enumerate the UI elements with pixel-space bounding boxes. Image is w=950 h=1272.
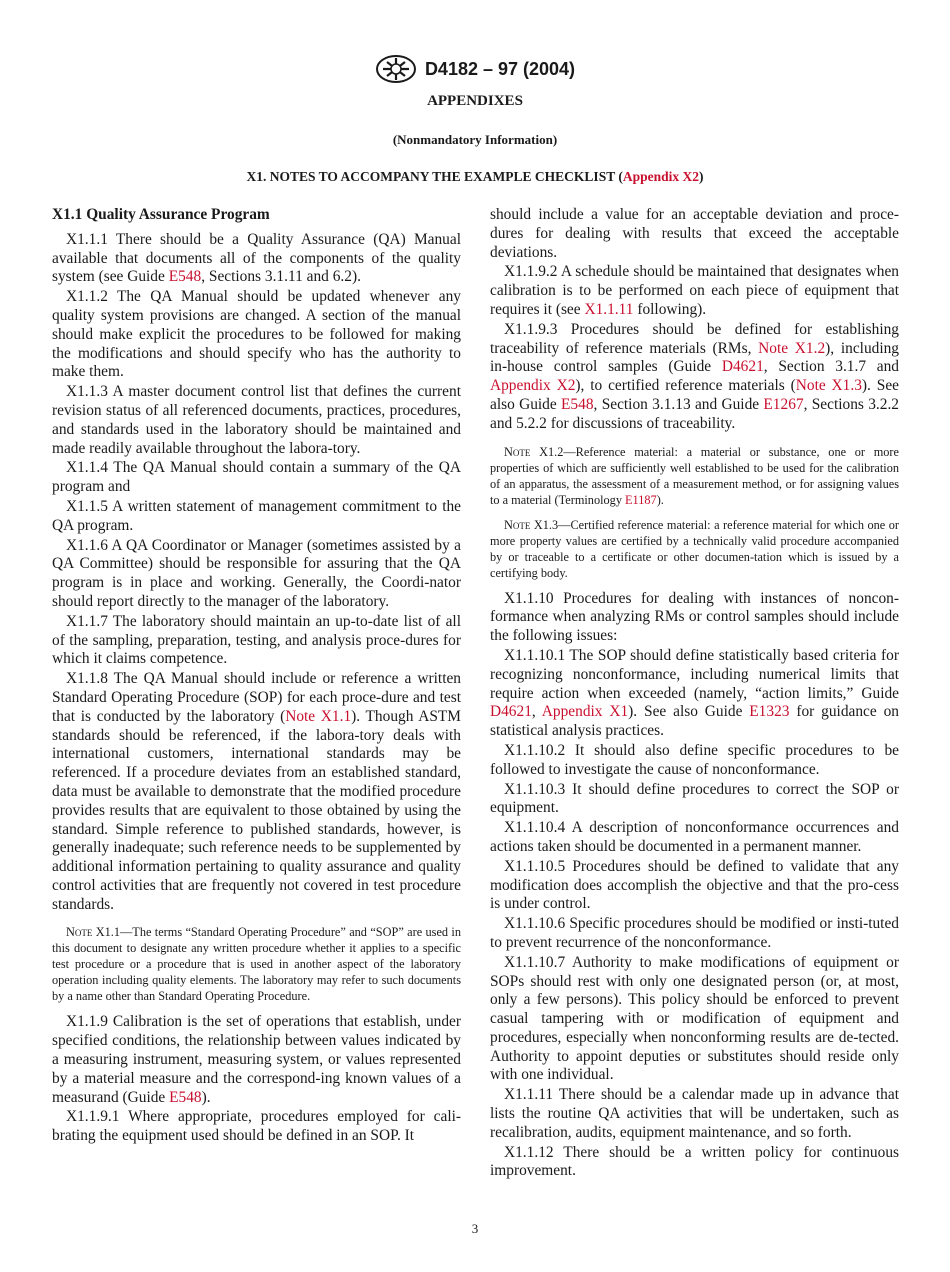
appendix-x2-link[interactable]: Appendix X2	[622, 169, 699, 184]
appendixes-title: APPENDIXES	[427, 93, 523, 109]
paragraph-x1-1-9-1: X1.1.9.1 Where appropriate, procedures employed for cali-brating the equipment used should be defined in an SOP. It	[52, 1108, 461, 1145]
paragraph-x1-1-9-2: X1.1.9.2 A schedule should be maintained that designates when calibration is to be performed on each piece of equipment that requires it (see X1.1.11 following).	[490, 263, 899, 318]
paragraph-x1-1-3: X1.1.3 A master document control list that defines the current revision status of all referenced documents, practices, procedures, and standards used in the laboratory should be maintained and made readily available throughout the labora-tory.	[52, 383, 461, 457]
note-x1-2: Note X1.2—Reference material: a material or substance, one or more properties of which are sufficiently well established to be used for the calibration of an apparatus, the assessment of a measurement method, or for assigning values to a material (Terminology E1187).	[490, 444, 899, 507]
paragraph-x1-1-5: X1.1.5 A written statement of management commitment to the QA program.	[52, 497, 461, 534]
e1323-link[interactable]: E1323	[749, 703, 790, 721]
e548-link[interactable]: E548	[168, 268, 202, 286]
paragraph-x1-1-6: X1.1.6 A QA Coordinator or Manager (sometimes assisted by a QA Committee) should be responsible for assuring that the QA program is in place and working. Generally, the Coordi-nator should report directly to the manager of the laboratory.	[52, 536, 461, 610]
x1-1-11-link[interactable]: X1.1.11	[584, 300, 634, 318]
appendix-x1-link[interactable]: Appendix X1	[541, 703, 629, 721]
e1267-link[interactable]: E1267	[763, 395, 804, 413]
page-header	[0, 54, 950, 84]
d4621-link[interactable]: D4621	[721, 358, 764, 376]
e1187-link[interactable]: E1187	[625, 492, 657, 507]
note-x1-1-link[interactable]: Note X1.1	[285, 707, 352, 725]
appendix-x2-link[interactable]: Appendix X2	[490, 377, 576, 395]
e548-link[interactable]: E548	[169, 1088, 202, 1106]
paragraph-x1-1-12: X1.1.12 There should be a written policy for continuous improvement.	[490, 1143, 899, 1180]
d4621-link[interactable]: D4621	[490, 703, 532, 721]
paragraph-x1-1-1: X1.1.1 There should be a Quality Assurance (QA) Manual available that documents all of the components of the quality system (see Guide E548, Sections 3.1.11 and 6.2).	[52, 230, 461, 286]
nonmandatory-label: (Nonmandatory Information)	[392, 132, 558, 147]
note-x1-3: Note X1.3—Certified reference material: a reference material for which one or more property values are certified by a technically valid procedure accompanied by or traceable to a certificate or other documen-tation which is issued by a certifying body.	[490, 517, 899, 580]
paragraph-x1-1-10-1: X1.1.10.1 The SOP should define statistically based criteria for recognizing nonconformance, including numerical limits that require action when exceeded (namely, “action limits,” Guide D4621, Appendix X1). See also Guide E1323 for guidance on statistical analysis practices.	[490, 646, 899, 740]
left-column	[52, 206, 461, 1147]
note-x1-1: Note X1.1—The terms “Standard Operating Procedure” and “SOP” are used in this document to designate any written procedure whether it applies to a specific test procedure or a procedure that is used in another aspect of the laboratory operation including quality elements. The laboratory may refer to such documents by a name other than Standard Operating Procedure.	[52, 925, 461, 1004]
paragraph-x1-1-10-4: X1.1.10.4 A description of nonconformance occurrences and actions taken should be documented in a permanent manner.	[490, 819, 899, 855]
paragraph-x1-1-10-6: X1.1.10.6 Specific procedures should be modified or insti-tuted to prevent recurrence of the nonconformance.	[490, 915, 899, 951]
page-number: 3	[471, 1221, 479, 1236]
paragraph-x1-1-10-7: X1.1.10.7 Authority to make modifications of equipment or SOPs should rest with only one designated person (or, at most, only a few persons). This policy should be enforced to prevent casual tampering with or modification of equipment and procedures, especially when nonconforming results are de-tected. Authority to appoint deputies or substitutes should reside only with one individual.	[490, 953, 899, 1084]
paragraph-x1-1-9-3: X1.1.9.3 Procedures should be defined for establishing traceability of reference materials (RMs, Note X1.2), including in-house control samples (Guide D4621, Section 3.1.7 and Appendix X2), to certified reference materials (Note X1.3). See also Guide E548, Section 3.1.13 and Guide E1267, Sections 3.2.2 and 5.2.2 for discussions of traceability.	[490, 320, 900, 432]
paragraph-x1-1-8: X1.1.8 The QA Manual should include or reference a written Standard Operating Procedure (SOP) for each proce-dure and test that is conducted by the laboratory (Note X1.1). Though ASTM standards should be referenced, if the labora-tory deals with international customers, international standards may be referenced. If a procedure deviates from an established standard, data must be available to demonstrate that the modified procedure provides results that are equivalent to those obtained by using the standard. Simple reference to published standards, however, is generally inadequate; such reference needs to be supplemented by additional information pertaining to quality assurance and quality control activities that are frequently not covered in test procedure standards.	[52, 670, 461, 913]
section-title: X1. NOTES TO ACCOMPANY THE EXAMPLE CHECKLIST (Appendix X2)	[246, 169, 704, 184]
paragraph-x1-1-10-2: X1.1.10.2 It should also define specific procedures to be followed to investigate the cause of nonconformance.	[490, 741, 899, 778]
paragraph-x1-1-11: X1.1.11 There should be a calendar made up in advance that lists the routine QA activities that will be undertaken, such as recalibration, audits, equipment maintenance, and so forth.	[490, 1086, 899, 1141]
paragraph-x1-1-10-5: X1.1.10.5 Procedures should be defined to validate that any modification does accomplish the objective and that the pro-cess is under control.	[490, 857, 899, 913]
right-column	[490, 206, 899, 1182]
paragraph-x1-1-4: X1.1.4 The QA Manual should contain a summary of the QA program and	[52, 459, 461, 496]
section-heading: X1.1 Quality Assurance Program	[52, 206, 270, 223]
e548-link[interactable]: E548	[561, 395, 594, 413]
paragraph-x1-1-7: X1.1.7 The laboratory should maintain an up-to-date list of all of the sampling, preparation, testing, and analysis proce-dures for which it claims competence.	[52, 612, 461, 668]
standard-designation: D4182 – 97 (2004)	[424, 58, 576, 79]
paragraph-x1-1-2: X1.1.2 The QA Manual should be updated whenever any quality system provisions are changed. A section of the manual should make explicit the procedures to be followed for making the modifications and should specify who has the authority to make them.	[52, 288, 461, 381]
paragraph-x1-1-9: X1.1.9 Calibration is the set of operations that establish, under specified conditions, the relationship between values indicated by a measuring instrument, measuring system, or values represented by a material measure and the correspond-ing known values of a measurand (Guide E548).	[52, 1013, 461, 1106]
paragraph-x1-1-10: X1.1.10 Procedures for dealing with instances of noncon-formance when analyzing RMs or control samples should include the following issues:	[490, 589, 899, 645]
paragraph-continued: should include a value for an acceptable deviation and proce-dures for dealing with results that exceed the acceptable deviations.	[490, 206, 899, 261]
paragraph-x1-1-10-3: X1.1.10.3 It should define procedures to correct the SOP or equipment.	[490, 780, 899, 817]
note-x1-3-link[interactable]: Note X1.3	[795, 377, 862, 395]
note-x1-2-link[interactable]: Note X1.2	[758, 339, 826, 357]
astm-logo-icon	[375, 54, 417, 84]
